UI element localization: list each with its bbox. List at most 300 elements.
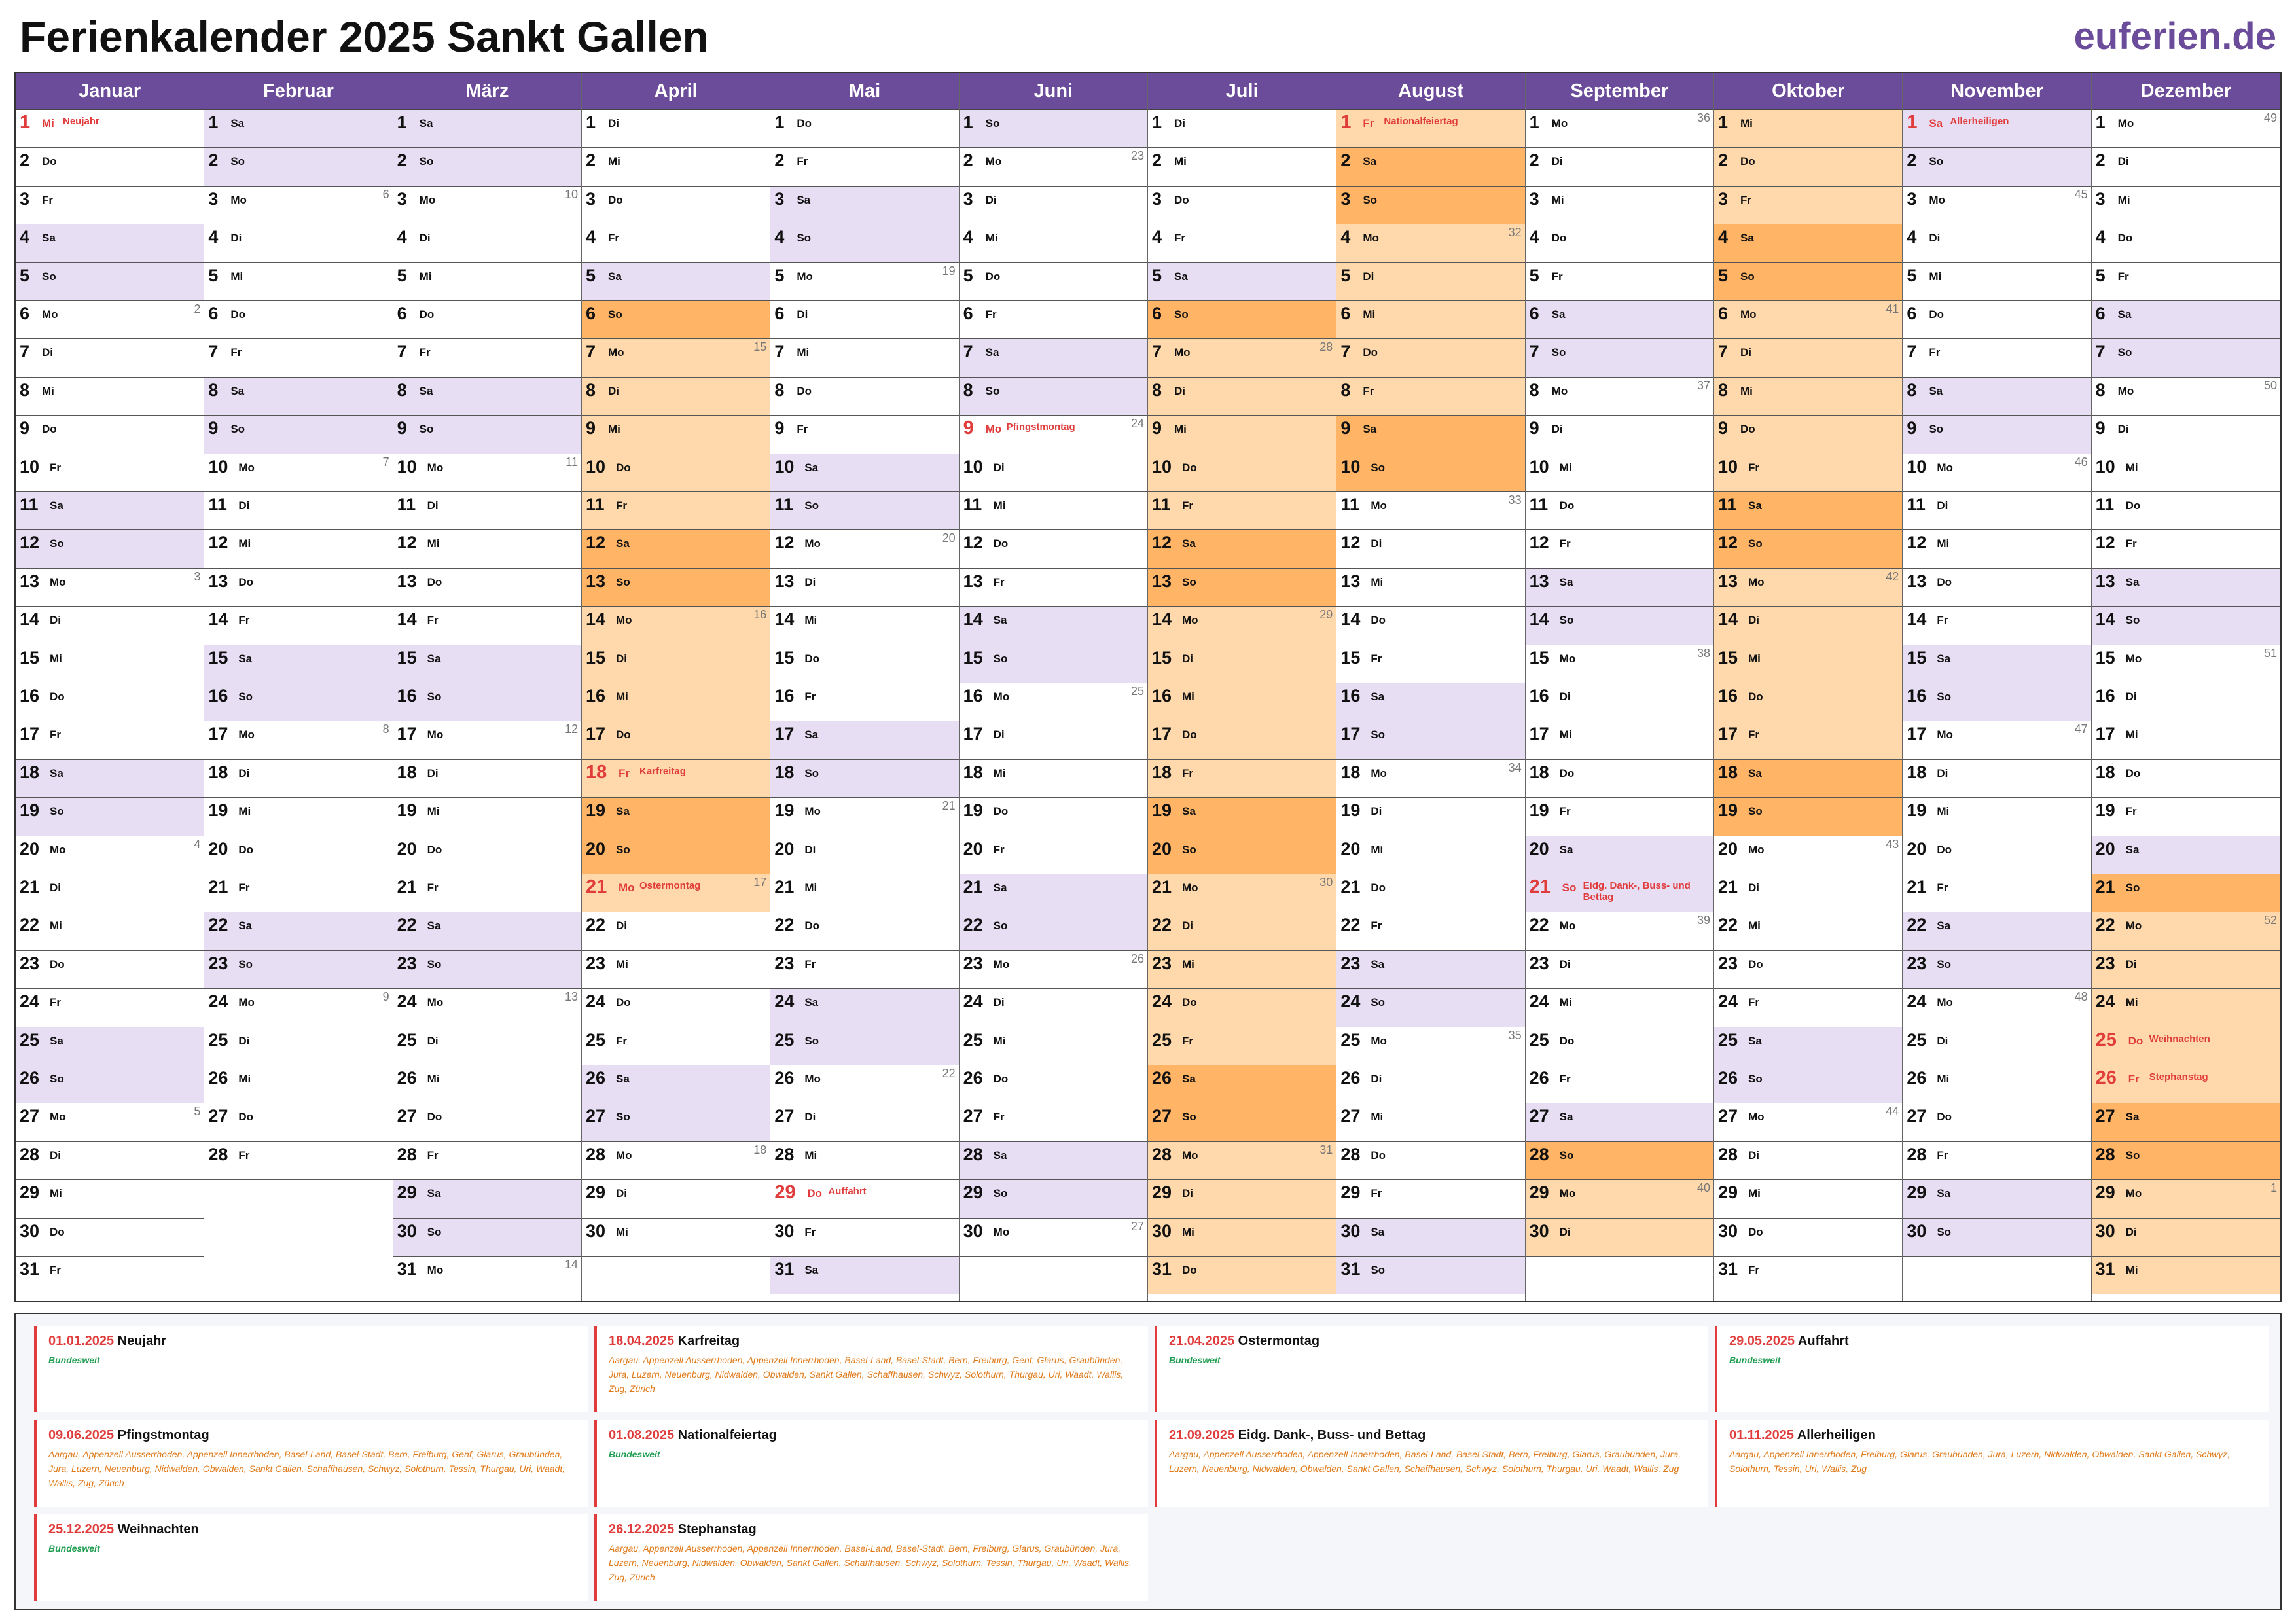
day-cell[interactable] [204, 110, 392, 148]
day-cell[interactable] [393, 263, 581, 301]
day-cell[interactable] [1903, 1103, 2090, 1141]
day-cell[interactable] [1526, 874, 1713, 912]
day-cell[interactable] [16, 187, 204, 224]
day-cell[interactable] [2092, 530, 2280, 568]
day-cell[interactable] [770, 760, 958, 798]
day-cell[interactable] [582, 378, 770, 416]
day-cell[interactable] [1336, 569, 1524, 607]
day-cell[interactable] [1148, 989, 1336, 1027]
day-cell[interactable] [204, 569, 392, 607]
day-cell[interactable] [1336, 1142, 1524, 1180]
day-cell[interactable] [960, 989, 1147, 1027]
day-cell[interactable] [1336, 912, 1524, 950]
day-cell[interactable] [1903, 224, 2090, 262]
day-cell[interactable] [1336, 339, 1524, 377]
day-cell[interactable] [1714, 187, 1902, 224]
day-cell[interactable] [770, 454, 958, 492]
day-cell[interactable] [1336, 263, 1524, 301]
day-cell[interactable] [1903, 492, 2090, 530]
day-cell[interactable] [1526, 224, 1713, 262]
day-cell[interactable] [582, 760, 770, 798]
day-cell[interactable] [2092, 454, 2280, 492]
day-cell[interactable] [770, 1257, 958, 1294]
day-cell[interactable] [582, 1219, 770, 1257]
day-cell[interactable] [1336, 836, 1524, 874]
day-cell[interactable] [1714, 416, 1902, 454]
day-cell[interactable] [1526, 1065, 1713, 1103]
day-cell[interactable] [770, 683, 958, 721]
day-cell[interactable] [393, 378, 581, 416]
day-cell[interactable] [2092, 224, 2280, 262]
day-cell[interactable] [1336, 1027, 1524, 1065]
day-cell[interactable] [1526, 378, 1713, 416]
day-cell[interactable] [1903, 1027, 2090, 1065]
day-cell[interactable] [1336, 1065, 1524, 1103]
day-cell[interactable] [204, 989, 392, 1027]
day-cell[interactable] [16, 1219, 204, 1257]
day-cell[interactable] [1903, 989, 2090, 1027]
day-cell[interactable] [204, 492, 392, 530]
day-cell[interactable] [204, 951, 392, 989]
day-cell[interactable] [16, 224, 204, 262]
day-cell[interactable] [582, 798, 770, 836]
day-cell[interactable] [1526, 301, 1713, 339]
day-cell[interactable] [1903, 721, 2090, 759]
day-cell[interactable] [1148, 1065, 1336, 1103]
day-cell[interactable] [393, 530, 581, 568]
day-cell[interactable] [2092, 301, 2280, 339]
day-cell[interactable] [770, 187, 958, 224]
day-cell[interactable] [1903, 798, 2090, 836]
day-cell[interactable] [16, 874, 204, 912]
day-cell[interactable] [1903, 187, 2090, 224]
day-cell[interactable] [393, 1142, 581, 1180]
day-cell[interactable] [770, 569, 958, 607]
day-cell[interactable] [960, 1219, 1147, 1257]
day-cell[interactable] [393, 454, 581, 492]
day-cell[interactable] [960, 1103, 1147, 1141]
day-cell[interactable] [582, 1142, 770, 1180]
day-cell[interactable] [1903, 951, 2090, 989]
day-cell[interactable] [770, 1180, 958, 1218]
day-cell[interactable] [960, 492, 1147, 530]
day-cell[interactable] [1526, 836, 1713, 874]
day-cell[interactable] [204, 836, 392, 874]
day-cell[interactable] [1336, 1219, 1524, 1257]
day-cell[interactable] [393, 645, 581, 683]
day-cell[interactable] [770, 836, 958, 874]
day-cell[interactable] [16, 569, 204, 607]
day-cell[interactable] [1903, 874, 2090, 912]
day-cell[interactable] [1714, 1180, 1902, 1218]
day-cell[interactable] [204, 454, 392, 492]
day-cell[interactable] [204, 301, 392, 339]
day-cell[interactable] [960, 187, 1147, 224]
day-cell[interactable] [16, 645, 204, 683]
day-cell[interactable] [1336, 530, 1524, 568]
day-cell[interactable] [1336, 492, 1524, 530]
day-cell[interactable] [1526, 1027, 1713, 1065]
day-cell[interactable] [1526, 1180, 1713, 1218]
day-cell[interactable] [16, 1065, 204, 1103]
day-cell[interactable] [1336, 989, 1524, 1027]
day-cell[interactable] [2092, 1103, 2280, 1141]
day-cell[interactable] [16, 1142, 204, 1180]
day-cell[interactable] [960, 1027, 1147, 1065]
day-cell[interactable] [1903, 301, 2090, 339]
day-cell[interactable] [204, 874, 392, 912]
day-cell[interactable] [393, 416, 581, 454]
day-cell[interactable] [960, 721, 1147, 759]
day-cell[interactable] [1336, 454, 1524, 492]
day-cell[interactable] [770, 148, 958, 186]
day-cell[interactable] [960, 645, 1147, 683]
day-cell[interactable] [2092, 492, 2280, 530]
day-cell[interactable] [16, 989, 204, 1027]
day-cell[interactable] [16, 454, 204, 492]
day-cell[interactable] [1526, 148, 1713, 186]
day-cell[interactable] [393, 951, 581, 989]
day-cell[interactable] [1526, 110, 1713, 148]
day-cell[interactable] [1903, 607, 2090, 645]
day-cell[interactable] [582, 569, 770, 607]
day-cell[interactable] [960, 224, 1147, 262]
day-cell[interactable] [1903, 1065, 2090, 1103]
day-cell[interactable] [960, 110, 1147, 148]
day-cell[interactable] [960, 416, 1147, 454]
day-cell[interactable] [770, 1142, 958, 1180]
day-cell[interactable] [204, 339, 392, 377]
day-cell[interactable] [1526, 798, 1713, 836]
day-cell[interactable] [16, 492, 204, 530]
day-cell[interactable] [2092, 951, 2280, 989]
day-cell[interactable] [2092, 798, 2280, 836]
day-cell[interactable] [1714, 721, 1902, 759]
day-cell[interactable] [204, 1103, 392, 1141]
day-cell[interactable] [1903, 454, 2090, 492]
day-cell[interactable] [393, 187, 581, 224]
day-cell[interactable] [1903, 416, 2090, 454]
day-cell[interactable] [960, 912, 1147, 950]
day-cell[interactable] [2092, 1219, 2280, 1257]
day-cell[interactable] [16, 760, 204, 798]
day-cell[interactable] [1148, 187, 1336, 224]
day-cell[interactable] [960, 339, 1147, 377]
day-cell[interactable] [1336, 187, 1524, 224]
day-cell[interactable] [1148, 569, 1336, 607]
day-cell[interactable] [1148, 836, 1336, 874]
day-cell[interactable] [1336, 874, 1524, 912]
day-cell[interactable] [1714, 492, 1902, 530]
day-cell[interactable] [582, 263, 770, 301]
day-cell[interactable] [393, 1103, 581, 1141]
day-cell[interactable] [582, 416, 770, 454]
day-cell[interactable] [16, 607, 204, 645]
day-cell[interactable] [582, 301, 770, 339]
day-cell[interactable] [16, 263, 204, 301]
day-cell[interactable] [1714, 1027, 1902, 1065]
day-cell[interactable] [1148, 1257, 1336, 1294]
day-cell[interactable] [1148, 1219, 1336, 1257]
day-cell[interactable] [2092, 760, 2280, 798]
day-cell[interactable] [16, 530, 204, 568]
day-cell[interactable] [393, 492, 581, 530]
day-cell[interactable] [204, 378, 392, 416]
day-cell[interactable] [16, 798, 204, 836]
day-cell[interactable] [16, 1180, 204, 1218]
day-cell[interactable] [204, 683, 392, 721]
day-cell[interactable] [1148, 721, 1336, 759]
day-cell[interactable] [960, 607, 1147, 645]
day-cell[interactable] [1903, 263, 2090, 301]
day-cell[interactable] [960, 951, 1147, 989]
day-cell[interactable] [1526, 530, 1713, 568]
day-cell[interactable] [1903, 569, 2090, 607]
day-cell[interactable] [1903, 1142, 2090, 1180]
day-cell[interactable] [770, 263, 958, 301]
day-cell[interactable] [204, 1142, 392, 1180]
day-cell[interactable] [2092, 683, 2280, 721]
day-cell[interactable] [204, 416, 392, 454]
day-cell[interactable] [1336, 607, 1524, 645]
day-cell[interactable] [1148, 645, 1336, 683]
day-cell[interactable] [16, 148, 204, 186]
day-cell[interactable] [2092, 912, 2280, 950]
day-cell[interactable] [960, 874, 1147, 912]
day-cell[interactable] [1148, 1142, 1336, 1180]
day-cell[interactable] [960, 148, 1147, 186]
day-cell[interactable] [1526, 912, 1713, 950]
day-cell[interactable] [582, 1027, 770, 1065]
day-cell[interactable] [1903, 912, 2090, 950]
day-cell[interactable] [770, 721, 958, 759]
day-cell[interactable] [2092, 339, 2280, 377]
day-cell[interactable] [1336, 224, 1524, 262]
day-cell[interactable] [1526, 569, 1713, 607]
day-cell[interactable] [1526, 645, 1713, 683]
day-cell[interactable] [1526, 454, 1713, 492]
day-cell[interactable] [1526, 607, 1713, 645]
day-cell[interactable] [770, 1219, 958, 1257]
day-cell[interactable] [1714, 339, 1902, 377]
day-cell[interactable] [1148, 1180, 1336, 1218]
day-cell[interactable] [16, 378, 204, 416]
day-cell[interactable] [393, 836, 581, 874]
day-cell[interactable] [393, 224, 581, 262]
day-cell[interactable] [582, 1065, 770, 1103]
day-cell[interactable] [1714, 607, 1902, 645]
day-cell[interactable] [204, 224, 392, 262]
day-cell[interactable] [1714, 110, 1902, 148]
day-cell[interactable] [1903, 148, 2090, 186]
day-cell[interactable] [1336, 110, 1524, 148]
day-cell[interactable] [960, 263, 1147, 301]
day-cell[interactable] [582, 339, 770, 377]
day-cell[interactable] [1526, 339, 1713, 377]
day-cell[interactable] [1903, 683, 2090, 721]
day-cell[interactable] [1336, 1103, 1524, 1141]
day-cell[interactable] [204, 530, 392, 568]
day-cell[interactable] [582, 224, 770, 262]
day-cell[interactable] [2092, 645, 2280, 683]
day-cell[interactable] [16, 1103, 204, 1141]
day-cell[interactable] [1148, 148, 1336, 186]
day-cell[interactable] [16, 683, 204, 721]
day-cell[interactable] [1903, 339, 2090, 377]
day-cell[interactable] [960, 1180, 1147, 1218]
day-cell[interactable] [582, 951, 770, 989]
day-cell[interactable] [770, 110, 958, 148]
day-cell[interactable] [582, 645, 770, 683]
day-cell[interactable] [16, 110, 204, 148]
day-cell[interactable] [1714, 645, 1902, 683]
day-cell[interactable] [1148, 263, 1336, 301]
day-cell[interactable] [770, 1103, 958, 1141]
day-cell[interactable] [2092, 721, 2280, 759]
day-cell[interactable] [1714, 301, 1902, 339]
day-cell[interactable] [960, 569, 1147, 607]
day-cell[interactable] [1336, 683, 1524, 721]
day-cell[interactable] [1526, 989, 1713, 1027]
day-cell[interactable] [960, 683, 1147, 721]
day-cell[interactable] [770, 1027, 958, 1065]
day-cell[interactable] [582, 187, 770, 224]
day-cell[interactable] [1526, 416, 1713, 454]
day-cell[interactable] [582, 721, 770, 759]
day-cell[interactable] [1148, 110, 1336, 148]
day-cell[interactable] [770, 530, 958, 568]
day-cell[interactable] [2092, 263, 2280, 301]
day-cell[interactable] [204, 607, 392, 645]
day-cell[interactable] [1526, 721, 1713, 759]
day-cell[interactable] [393, 1180, 581, 1218]
day-cell[interactable] [1714, 148, 1902, 186]
day-cell[interactable] [2092, 187, 2280, 224]
day-cell[interactable] [770, 1065, 958, 1103]
day-cell[interactable] [960, 798, 1147, 836]
day-cell[interactable] [2092, 607, 2280, 645]
day-cell[interactable] [1148, 760, 1336, 798]
day-cell[interactable] [393, 569, 581, 607]
day-cell[interactable] [582, 454, 770, 492]
day-cell[interactable] [16, 836, 204, 874]
day-cell[interactable] [204, 187, 392, 224]
day-cell[interactable] [1903, 378, 2090, 416]
day-cell[interactable] [770, 912, 958, 950]
day-cell[interactable] [16, 1257, 204, 1294]
day-cell[interactable] [1336, 301, 1524, 339]
day-cell[interactable] [1714, 683, 1902, 721]
day-cell[interactable] [770, 224, 958, 262]
day-cell[interactable] [1336, 378, 1524, 416]
day-cell[interactable] [1148, 224, 1336, 262]
day-cell[interactable] [204, 798, 392, 836]
day-cell[interactable] [1903, 760, 2090, 798]
day-cell[interactable] [1148, 492, 1336, 530]
day-cell[interactable] [204, 760, 392, 798]
day-cell[interactable] [16, 301, 204, 339]
day-cell[interactable] [204, 263, 392, 301]
day-cell[interactable] [1714, 760, 1902, 798]
day-cell[interactable] [1714, 951, 1902, 989]
day-cell[interactable] [582, 530, 770, 568]
day-cell[interactable] [16, 416, 204, 454]
day-cell[interactable] [1714, 1142, 1902, 1180]
day-cell[interactable] [1714, 798, 1902, 836]
day-cell[interactable] [1714, 874, 1902, 912]
day-cell[interactable] [1714, 1065, 1902, 1103]
day-cell[interactable] [204, 1065, 392, 1103]
day-cell[interactable] [770, 645, 958, 683]
day-cell[interactable] [393, 721, 581, 759]
day-cell[interactable] [1336, 645, 1524, 683]
day-cell[interactable] [582, 912, 770, 950]
day-cell[interactable] [2092, 1180, 2280, 1218]
day-cell[interactable] [1526, 1219, 1713, 1257]
day-cell[interactable] [1714, 1219, 1902, 1257]
day-cell[interactable] [1903, 645, 2090, 683]
day-cell[interactable] [1336, 951, 1524, 989]
day-cell[interactable] [16, 721, 204, 759]
day-cell[interactable] [1336, 1257, 1524, 1294]
day-cell[interactable] [2092, 1065, 2280, 1103]
day-cell[interactable] [1148, 378, 1336, 416]
day-cell[interactable] [582, 874, 770, 912]
day-cell[interactable] [770, 951, 958, 989]
day-cell[interactable] [2092, 378, 2280, 416]
day-cell[interactable] [393, 1027, 581, 1065]
day-cell[interactable] [1526, 951, 1713, 989]
day-cell[interactable] [770, 378, 958, 416]
day-cell[interactable] [770, 607, 958, 645]
day-cell[interactable] [1526, 263, 1713, 301]
day-cell[interactable] [1148, 530, 1336, 568]
day-cell[interactable] [1903, 110, 2090, 148]
day-cell[interactable] [960, 1065, 1147, 1103]
day-cell[interactable] [393, 874, 581, 912]
day-cell[interactable] [1148, 416, 1336, 454]
day-cell[interactable] [1903, 1219, 2090, 1257]
day-cell[interactable] [204, 148, 392, 186]
day-cell[interactable] [770, 339, 958, 377]
day-cell[interactable] [2092, 874, 2280, 912]
day-cell[interactable] [2092, 1257, 2280, 1294]
day-cell[interactable] [16, 951, 204, 989]
day-cell[interactable] [2092, 989, 2280, 1027]
day-cell[interactable] [582, 1180, 770, 1218]
day-cell[interactable] [1336, 1180, 1524, 1218]
day-cell[interactable] [393, 989, 581, 1027]
day-cell[interactable] [1714, 378, 1902, 416]
day-cell[interactable] [1714, 836, 1902, 874]
day-cell[interactable] [770, 301, 958, 339]
day-cell[interactable] [1526, 683, 1713, 721]
day-cell[interactable] [393, 1219, 581, 1257]
day-cell[interactable] [1903, 1180, 2090, 1218]
day-cell[interactable] [582, 110, 770, 148]
day-cell[interactable] [204, 1027, 392, 1065]
day-cell[interactable] [582, 492, 770, 530]
day-cell[interactable] [204, 912, 392, 950]
day-cell[interactable] [1714, 224, 1902, 262]
day-cell[interactable] [2092, 416, 2280, 454]
day-cell[interactable] [1148, 683, 1336, 721]
day-cell[interactable] [1148, 798, 1336, 836]
day-cell[interactable] [960, 301, 1147, 339]
day-cell[interactable] [582, 148, 770, 186]
day-cell[interactable] [204, 721, 392, 759]
day-cell[interactable] [1714, 1103, 1902, 1141]
